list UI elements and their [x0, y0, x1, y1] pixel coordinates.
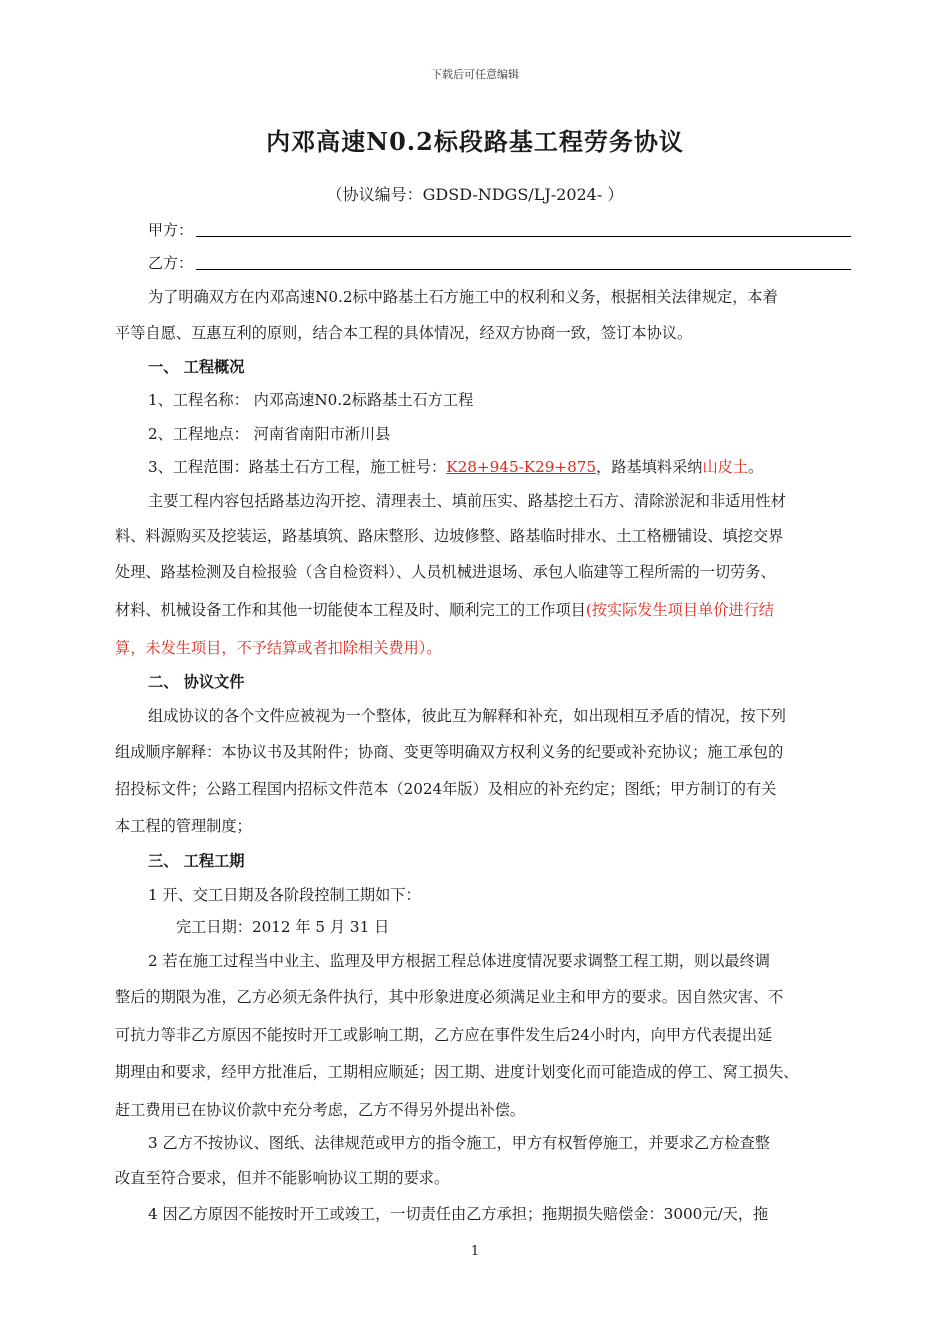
project-scope	[148, 456, 763, 477]
section1-heading: 一、 工程概况	[148, 358, 245, 376]
content-line-red: (按实际发生项目单价进行结	[585, 601, 774, 619]
page-number: 1	[470, 1244, 480, 1259]
scope-mid: ，路基填料采纳	[596, 458, 703, 476]
schedule-item-2: 2 若在施工过程当中业主、监理及甲方根据工程总体进度情况要求调整工程工期，则以最终调	[148, 952, 770, 970]
schedule-item-3: 3 乙方不按协议、图纸、法律规范或甲方的指令施工，甲方有权暂停施工，并要求乙方检查整	[148, 1134, 770, 1152]
party-a-label: 甲方：	[148, 221, 194, 239]
section2-line: 组成顺序解释：本协议书及其附件；协商、变更等明确双方权利义务的纪要或补充协议；施工承包的	[115, 743, 784, 761]
project-name: 1、工程名称： 内邓高速N0.2标路基土石方工程	[148, 391, 474, 409]
header-note: 下载后可任意编辑	[431, 68, 519, 81]
party-a-blank	[196, 235, 851, 237]
scope-station: K28+945-K29+875	[446, 458, 597, 476]
schedule-item-2: 整后的期限为准，乙方必须无条件执行，其中形象进度必须满足业主和甲方的要求。因自然灾害、不	[115, 988, 784, 1006]
content-line: 主要工程内容包括路基边沟开挖、清理表土、填前压实、路基挖土石方、清除淤泥和非适用性材	[148, 492, 786, 510]
section2-heading: 二、 协议文件	[148, 673, 245, 691]
content-line-black: 材料、机械设备工作和其他一切能使本工程及时、顺利完工的工作项目	[115, 601, 586, 619]
content-line-red: 算，未发生项目，不予结算或者扣除相关费用）。	[115, 639, 442, 657]
section2-line: 本工程的管理制度；	[115, 817, 252, 835]
section3-heading: 三、 工程工期	[148, 852, 245, 870]
completion-date: 完工日期：2012 年 5 月 31 日	[176, 918, 390, 936]
section2-line: 招投标文件；公路工程国内招标文件范本（2024年版）及相应的补充约定；图纸；甲方制订的有关	[115, 780, 777, 798]
scope-prefix: 3、工程范围：路基土石方工程，施工桩号：	[148, 458, 447, 476]
content-line: 处理、路基检测及自检报验（含自检资料）、人员机械进退场、承包人临建等工程所需的一切劳务、	[115, 563, 776, 581]
section2-line: 组成协议的各个文件应被视为一个整体，彼此互为解释和补充，如出现相互矛盾的情况，按下列	[148, 707, 786, 725]
document-title: 内邓高速N0.2标段路基工程劳务协议	[266, 127, 684, 156]
schedule-item-2: 期理由和要求，经甲方批准后，工期相应顺延；因工期、进度计划变化而可能造成的停工、窝工损失、	[115, 1063, 799, 1081]
intro-line: 平等自愿、互惠互利的原则，结合本工程的具体情况，经双方协商一致，签订本协议。	[115, 324, 693, 342]
content-line: 料、料源购买及挖装运，路基填筑、路床整形、边坡修整、路基临时排水、土工格栅铺设、填挖交界	[115, 527, 784, 545]
schedule-item-2: 可抗力等非乙方原因不能按时开工或影响工期，乙方应在事件发生后24小时内，向甲方代表提出延	[115, 1026, 773, 1044]
schedule-item-2: 赶工费用已在协议价款中充分考虑，乙方不得另外提出补偿。	[115, 1101, 526, 1119]
project-location: 2、工程地点： 河南省南阳市淅川县	[148, 425, 391, 443]
schedule-item-4: 4 因乙方原因不能按时开工或竣工，一切责任由乙方承担；拖期损失赔偿金：3000元/天，拖	[148, 1205, 769, 1223]
party-b-blank	[196, 268, 851, 270]
content-line	[115, 599, 774, 620]
schedule-item-3: 改直至符合要求，但并不能影响协议工期的要求。	[115, 1169, 450, 1187]
scope-end: 。	[748, 458, 764, 476]
intro-line: 为了明确双方在内邓高速N0.2标中路基土石方施工中的权利和义务，根据相关法律规定，本着	[148, 288, 778, 306]
party-b-label: 乙方：	[148, 254, 194, 272]
scope-fill: 山皮土	[702, 458, 749, 476]
schedule-item-1: 1 开、交工日期及各阶段控制工期如下：	[148, 886, 421, 904]
agreement-number: （协议编号：GDSD-NDGS/LJ-2024- ）	[326, 185, 624, 204]
